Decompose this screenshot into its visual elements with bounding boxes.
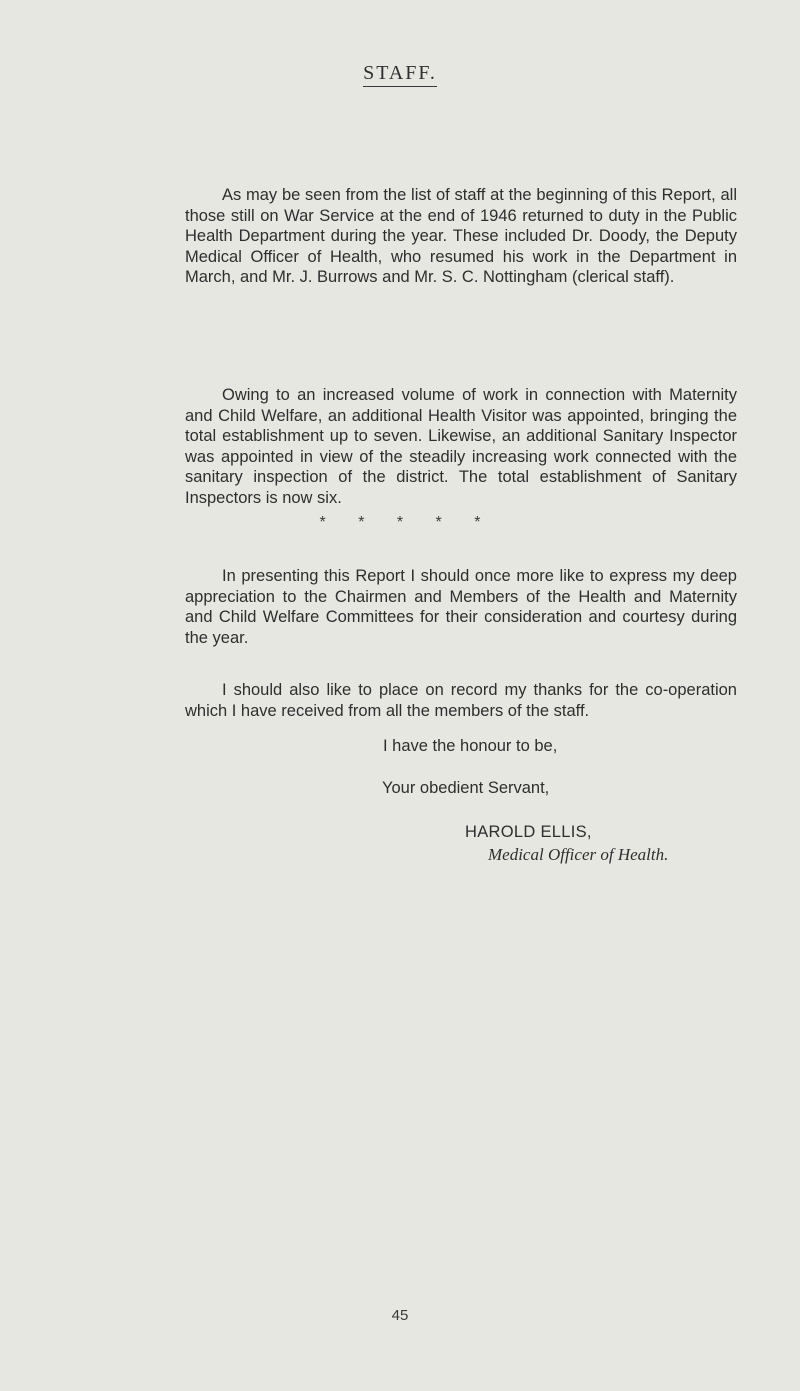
- section-separator: * * * * *: [319, 514, 495, 531]
- paragraph-appreciation: In presenting this Report I should once more like to express my deep appreciation to the Chairmen and Members of the Health and Maternity and Child Welfare Committees for their consideration and courtesy during the year.: [185, 567, 737, 647]
- closing-servant: Your obedient Servant,: [382, 779, 550, 797]
- page-title: [0, 62, 800, 87]
- paragraph-thanks: I should also like to place on record my thanks for the co-operation which I have received from all the members of the staff.: [185, 681, 737, 720]
- page-number: 45: [391, 1307, 409, 1324]
- signatory-name: HAROLD ELLIS,: [465, 823, 592, 841]
- paragraph-staff-returned: As may be seen from the list of staff at the beginning of this Report, all those still on War Service at the end of 1946 returned to duty in the Public Health Department during the year. These included Dr. Doody, the Deputy Medical Officer of Health, who resumed his work in the Department in March, and Mr. J. Burrows and Mr. S. C. Nottingham (clerical staff).: [185, 186, 737, 286]
- signatory-position: Medical Officer of Health.: [488, 845, 669, 864]
- paragraph-new-appointments: Owing to an increased volume of work in connection with Maternity and Child Welfare, an additional Health Visitor was appointed, bringing the total establishment up to seven. Likewise, an additional Sanitary Inspector was appointed in view of the steadily increasing work connected with the sanitary inspection of the district. The total establishment of Sanitary Inspectors is now six.: [185, 386, 737, 507]
- closing-honour: I have the honour to be,: [383, 737, 558, 755]
- page-title-text: STAFF.: [363, 62, 437, 87]
